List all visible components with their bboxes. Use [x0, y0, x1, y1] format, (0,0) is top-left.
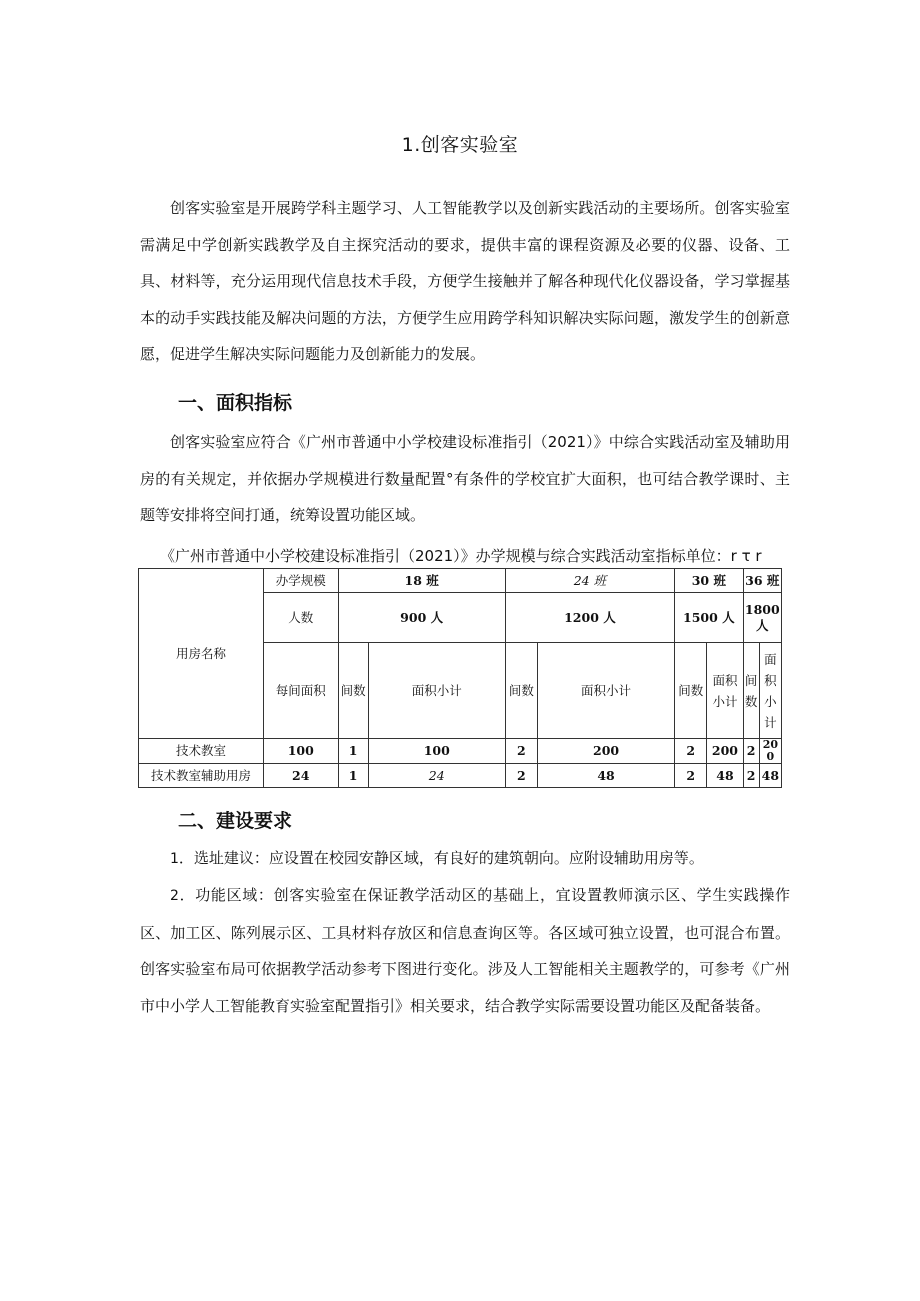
count-label-30: 间数 — [675, 643, 707, 739]
people-900: 900 人 — [338, 593, 505, 643]
intro-paragraph: 创客实验室是开展跨学科主题学习、人工智能教学以及创新实践活动的主要场所。创客实验室需满足中学创新实践教学及自主探究活动的要求，提供丰富的课程资源及必要的仪器、设备、工具、材料等，充分运用现代信息技术手段，方便学生接触并了解各种现代化仪器设备，学习掌握基本的动手实践技能及解决问题的方法，方便学生应用跨学科知识解决实际问题，激发学生的创新意愿，促进学生解决实际问题能力及创新能力的发展。 — [140, 199, 790, 363]
requirement-item-2 — [140, 877, 790, 1024]
row-area: 100 — [263, 739, 338, 764]
row-subtotal-24: 48 — [538, 764, 675, 788]
table-caption: 《广州市普通中小学校建设标准指引（2021）》办学规模与综合实践活动室指标单位：r τ r — [160, 547, 762, 565]
row-count-36: 2 — [743, 739, 759, 764]
count-label-24: 间数 — [505, 643, 537, 739]
subtotal-label-36: 面 积 小 计 — [759, 643, 781, 739]
count-label-18: 间数 — [338, 643, 368, 739]
row-area: 24 — [263, 764, 338, 788]
item-1-number: 1 — [170, 851, 179, 867]
scale-24: 24 班 — [505, 569, 674, 593]
row-count-36: 2 — [743, 764, 759, 788]
row-subtotal-36: 48 — [759, 764, 781, 788]
row-subtotal-18: 24 — [368, 764, 505, 788]
row-count-24: 2 — [505, 764, 537, 788]
section1-paragraph: 创客实验室应符合《广州市普通中小学校建设标准指引（2021）》中综合实践活动室及辅助用房的有关规定，并依据办学规模进行数量配置°有条件的学校宜扩大面积，也可结合教学课时、主题等安排将空间打通，统筹设置功能区域。 — [140, 433, 790, 524]
row-count-18: 1 — [338, 739, 368, 764]
page-title: 1.创客实验室 — [401, 134, 519, 156]
people-1800: 1800 人 — [743, 593, 781, 643]
requirement-item-1 — [140, 840, 790, 878]
scale-18: 18 班 — [338, 569, 505, 593]
area-index-table — [138, 568, 782, 788]
section1-heading: 一、面积指标 — [178, 392, 293, 414]
subtotal-label-30: 面积 小计 — [707, 643, 743, 739]
people-1200: 1200 人 — [505, 593, 674, 643]
row-name: 技术教室 — [139, 739, 264, 764]
row-subtotal-30: 200 — [707, 739, 743, 764]
per-room-area-label: 每间面积 — [263, 643, 338, 739]
table-row — [139, 739, 782, 764]
item-2-number: 2 — [170, 888, 179, 904]
row-count-30: 2 — [675, 739, 707, 764]
scale-30: 30 班 — [675, 569, 744, 593]
section2-heading: 二、建设要求 — [178, 810, 293, 832]
people-1500: 1500 人 — [675, 593, 744, 643]
row-subtotal-24: 200 — [538, 739, 675, 764]
row-count-24: 2 — [505, 739, 537, 764]
scale-label: 办学规模 — [263, 569, 338, 593]
people-label: 人数 — [263, 593, 338, 643]
row-subtotal-18: 100 — [368, 739, 505, 764]
item-1-text: ．选址建议：应设置在校园安静区域，有良好的建筑朝向。应附设辅助用房等。 — [178, 849, 704, 867]
scale-36: 36 班 — [743, 569, 781, 593]
count-label-36: 间 数 — [743, 643, 759, 739]
row-subtotal-36: 200 — [759, 739, 781, 764]
row-count-18: 1 — [338, 764, 368, 788]
row-count-30: 2 — [675, 764, 707, 788]
row-subtotal-30: 48 — [707, 764, 743, 788]
row-name: 技术教室辅助用房 — [139, 764, 264, 788]
room-name-header: 用房名称 — [139, 569, 264, 739]
subtotal-label-24: 面积小计 — [538, 643, 675, 739]
table-row — [139, 764, 782, 788]
subtotal-label-18: 面积小计 — [368, 643, 505, 739]
item-2-text: ．功能区域：创客实验室在保证教学活动区的基础上，宜设置教师演示区、学生实践操作区、加工区、陈列展示区、工具材料存放区和信息查询区等。各区域可独立设置，也可混合布置。创客实验室布局可依据教学活动参考下图进行变化。涉及人工智能相关主题教学的，可参考《广州市中小学人工智能教育实验室配置指引》相关要求，结合教学实际需要设置功能区及配备装备。 — [140, 886, 790, 1015]
